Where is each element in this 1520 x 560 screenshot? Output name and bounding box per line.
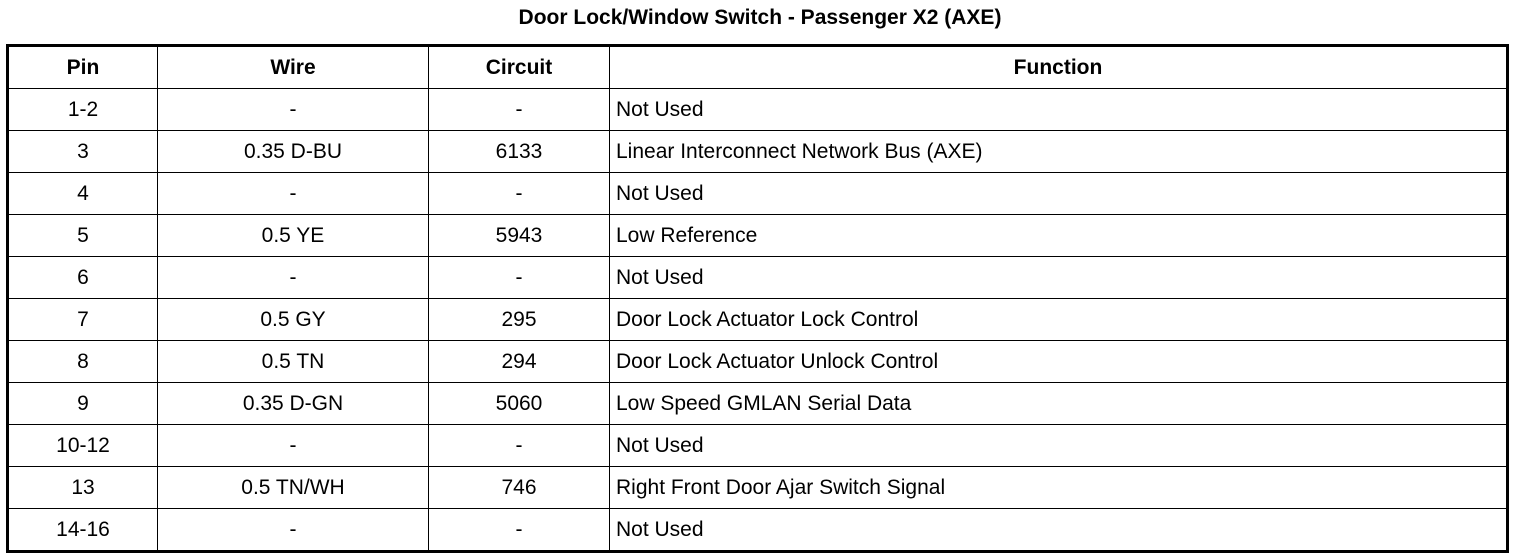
cell-circuit: 5943 [429, 215, 610, 257]
cell-wire: - [158, 257, 429, 299]
table-header-row [8, 46, 1508, 89]
cell-pin: 6 [8, 257, 158, 299]
cell-function: Right Front Door Ajar Switch Signal [610, 467, 1508, 509]
cell-circuit: - [429, 173, 610, 215]
cell-circuit: 295 [429, 299, 610, 341]
table-row [8, 215, 1508, 257]
cell-pin: 8 [8, 341, 158, 383]
cell-circuit: 5060 [429, 383, 610, 425]
cell-function: Door Lock Actuator Lock Control [610, 299, 1508, 341]
page-title: Door Lock/Window Switch - Passenger X2 (AXE) [518, 6, 1002, 29]
cell-wire: 0.35 D-BU [158, 131, 429, 173]
cell-wire: 0.35 D-GN [158, 383, 429, 425]
cell-wire: - [158, 89, 429, 131]
table-row [8, 509, 1508, 552]
table-row [8, 131, 1508, 173]
cell-pin: 3 [8, 131, 158, 173]
cell-wire: 0.5 GY [158, 299, 429, 341]
table-row [8, 257, 1508, 299]
cell-pin: 7 [8, 299, 158, 341]
cell-function: Linear Interconnect Network Bus (AXE) [610, 131, 1508, 173]
cell-wire: - [158, 425, 429, 467]
table-row [8, 467, 1508, 509]
cell-function: Not Used [610, 425, 1508, 467]
cell-circuit: - [429, 425, 610, 467]
cell-pin: 13 [8, 467, 158, 509]
table-row [8, 383, 1508, 425]
header-circuit: Circuit [429, 46, 610, 89]
cell-wire: 0.5 TN [158, 341, 429, 383]
cell-circuit: 294 [429, 341, 610, 383]
cell-function: Not Used [610, 173, 1508, 215]
table-row [8, 173, 1508, 215]
cell-function: Door Lock Actuator Unlock Control [610, 341, 1508, 383]
cell-wire: - [158, 509, 429, 552]
header-pin: Pin [8, 46, 158, 89]
cell-function: Low Reference [610, 215, 1508, 257]
header-function: Function [610, 46, 1508, 89]
table-row [8, 89, 1508, 131]
cell-wire: 0.5 TN/WH [158, 467, 429, 509]
cell-circuit: - [429, 509, 610, 552]
table-row [8, 341, 1508, 383]
cell-circuit: 6133 [429, 131, 610, 173]
cell-function: Not Used [610, 509, 1508, 552]
cell-wire: 0.5 YE [158, 215, 429, 257]
cell-circuit: - [429, 257, 610, 299]
cell-function: Not Used [610, 89, 1508, 131]
cell-wire: - [158, 173, 429, 215]
cell-pin: 4 [8, 173, 158, 215]
cell-pin: 5 [8, 215, 158, 257]
cell-pin: 1-2 [8, 89, 158, 131]
cell-function: Low Speed GMLAN Serial Data [610, 383, 1508, 425]
cell-pin: 14-16 [8, 509, 158, 552]
table-row [8, 425, 1508, 467]
header-wire: Wire [158, 46, 429, 89]
table-row [8, 299, 1508, 341]
connector-pinout-table [6, 44, 1509, 553]
cell-function: Not Used [610, 257, 1508, 299]
cell-pin: 9 [8, 383, 158, 425]
cell-pin: 10-12 [8, 425, 158, 467]
cell-circuit: 746 [429, 467, 610, 509]
cell-circuit: - [429, 89, 610, 131]
